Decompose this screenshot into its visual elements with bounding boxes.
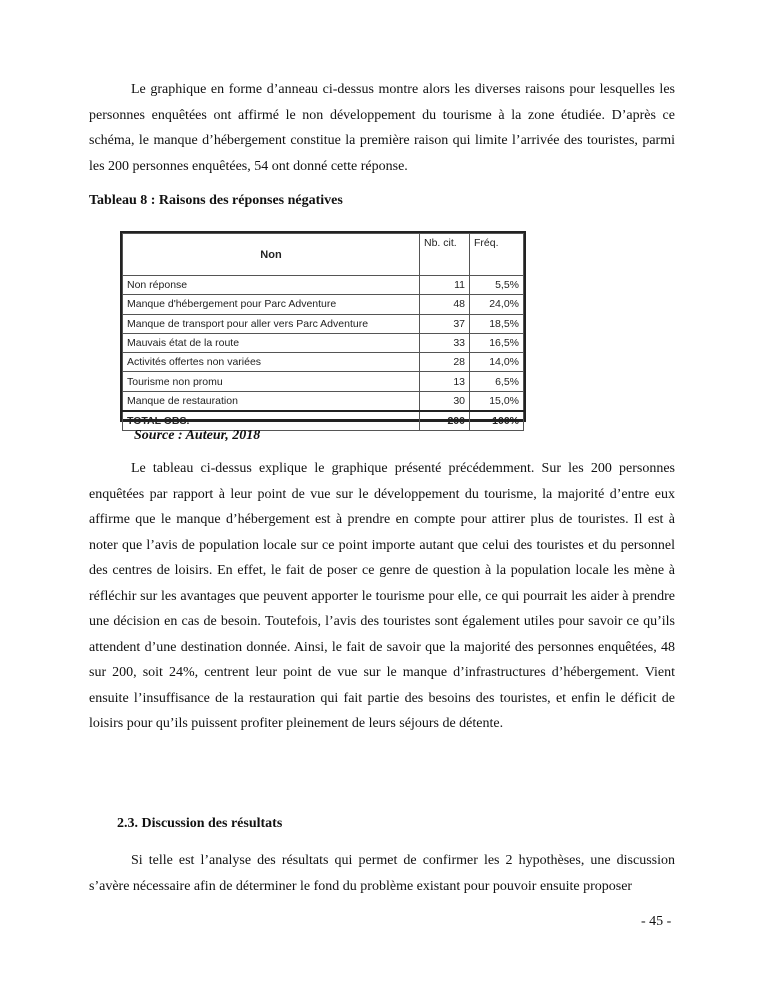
row-label: Manque d'hébergement pour Parc Adventure (123, 295, 420, 314)
table-row (123, 353, 524, 372)
results-table (120, 231, 526, 428)
paragraph-discussion: Si telle est l’analyse des résultats qui permet de confirmer les 2 hypothèses, une discussion s’avère nécessaire afin de déterminer le fond du problème existant pour pouvoir ensuite proposer (89, 853, 675, 894)
row-freq: 16,5% (470, 333, 524, 352)
row-freq: 6,5% (470, 372, 524, 391)
header-label: Non (123, 234, 420, 276)
row-freq: 18,5% (470, 314, 524, 333)
row-label: Manque de restauration (123, 391, 420, 411)
row-count: 30 (420, 391, 470, 411)
row-label: Non réponse (123, 276, 420, 295)
row-count: 37 (420, 314, 470, 333)
row-label: Mauvais état de la route (123, 333, 420, 352)
total-count: 200 (420, 411, 470, 431)
header-count: Nb. cit. (420, 234, 470, 276)
total-freq: 100% (470, 411, 524, 431)
table-row (123, 372, 524, 391)
row-freq: 24,0% (470, 295, 524, 314)
row-count: 13 (420, 372, 470, 391)
row-count: 33 (420, 333, 470, 352)
row-count: 28 (420, 353, 470, 372)
row-freq: 5,5% (470, 276, 524, 295)
table-row (123, 333, 524, 352)
row-count: 48 (420, 295, 470, 314)
total-label: TOTAL OBS. (123, 411, 420, 431)
page-number: - 45 - (641, 914, 672, 929)
row-freq: 14,0% (470, 353, 524, 372)
row-label: Manque de transport pour aller vers Parc Adventure (123, 314, 420, 333)
table-row (123, 295, 524, 314)
table-header-row (123, 234, 524, 276)
table-row (123, 314, 524, 333)
row-label: Activités offertes non variées (123, 353, 420, 372)
header-freq: Fréq. (470, 234, 524, 276)
results-table-grid (122, 233, 524, 431)
section-heading: 2.3. Discussion des résultats (117, 816, 283, 831)
row-label: Tourisme non promu (123, 372, 420, 391)
table-caption: Tableau 8 : Raisons des réponses négatives (89, 193, 343, 208)
table-row (123, 276, 524, 295)
row-count: 11 (420, 276, 470, 295)
table-source: Source : Auteur, 2018 (134, 428, 261, 443)
table-row (123, 391, 524, 411)
row-freq: 15,0% (470, 391, 524, 411)
paragraph-intro: Le graphique en forme d’anneau ci-dessus montre alors les diverses raisons pour lesquelles les personnes enquêtées ont affirmé le non développement du tourisme à la zone étudiée. D’après ce schéma, le manque d’hébergement constitue la première raison qui limite l’arrivée des touristes, parmi les 200 personnes enquêtées, 54 ont donné cette réponse. (89, 82, 675, 174)
paragraph-analysis: Le tableau ci-dessus explique le graphique présenté précédemment. Sur les 200 personnes enquêtées par rapport à leur point de vue sur le développement du tourisme, la majorité d’entre eux affirme que le manque d’hébergement est à prendre en compte pour attirer plus de touristes. Il est à noter que l’avis de population locale sur ce point importe autant que celui des touristes et du personnel des centres de loisirs. En effet, le fait de poser ce genre de question à la population locale les mène à réfléchir sur les avantages que peuvent apporter le tourisme pour elle, ce qui pourrait les aider à prendre une décision en cas de besoin. Toutefois, l’avis des touristes sont également utiles pour savoir ce qu’ils attendent d’une destination donnée. Ainsi, le fait de savoir que la majorité des personnes enquêtées, 48 sur 200, soit 24%, centrent leur point de vue sur le manque d’infrastructures d’hébergement. Vient ensuite l’insuffisance de la restauration qui fait partie des besoins des touristes, et enfin le déficit de loisirs pour qu’ils puissent profiter pleinement de leurs séjours de détente. (89, 461, 675, 731)
